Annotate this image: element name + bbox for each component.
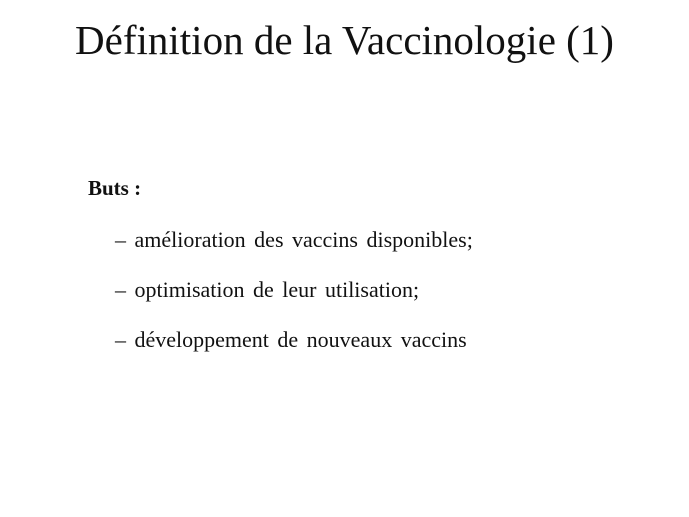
list-item: – développement de nouveaux vaccins — [115, 327, 467, 352]
slide-title: Définition de la Vaccinologie (1) — [75, 17, 614, 63]
list-item: – amélioration des vaccins disponibles; — [115, 227, 473, 252]
list-item: – optimisation de leur utilisation; — [115, 277, 420, 302]
goals-list — [115, 225, 473, 375]
goals-heading: Buts : — [88, 176, 142, 200]
